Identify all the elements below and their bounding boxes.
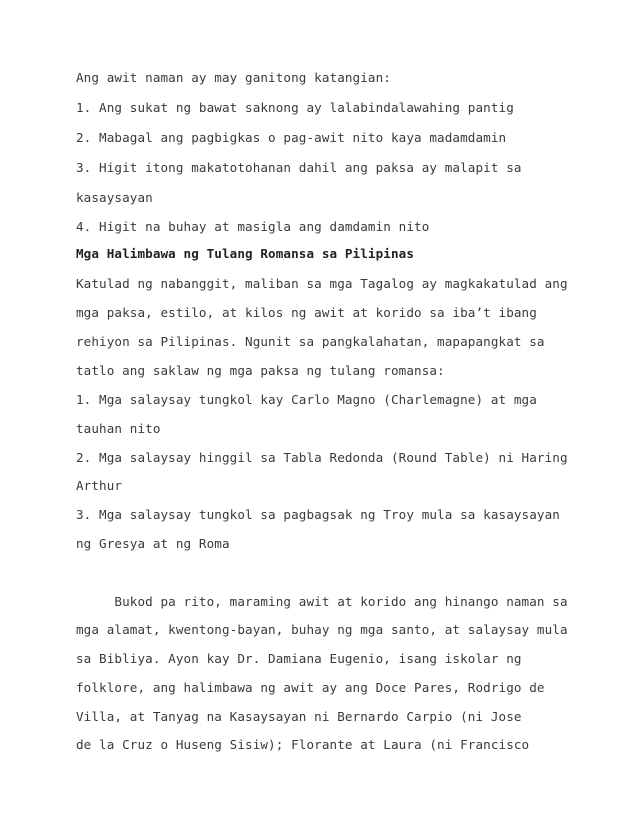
paragraph2-line-6: de la Cruz o Huseng Sisiw); Florante at Laura (ni Francisco <box>76 737 530 752</box>
paragraph1-line-2: mga paksa, estilo, at kilos ng awit at korido sa iba’t ibang <box>76 305 537 320</box>
paragraph2-line-2: mga alamat, kwentong-bayan, buhay ng mga santo, at salaysay mula <box>76 622 568 637</box>
topic-line-1-cont: tauhan nito <box>76 421 161 436</box>
section-heading: Mga Halimbawa ng Tulang Romansa sa Pilipinas <box>76 246 415 261</box>
paragraph2-line-3: sa Bibliya. Ayon kay Dr. Damiana Eugenio, isang iskolar ng <box>76 651 522 666</box>
paragraph1-line-4: tatlo ang saklaw ng mga paksa ng tulang romansa: <box>76 363 445 378</box>
characteristic-line-3: 3. Higit itong makatotohanan dahil ang paksa ay malapit sa <box>76 160 522 175</box>
characteristic-line-1: 1. Ang sukat ng bawat saknong ay lalabindalawahing pantig <box>76 100 514 115</box>
characteristic-line-4: 4. Higit na buhay at masigla ang damdamin nito <box>76 219 430 234</box>
paragraph1-line-3: rehiyon sa Pilipinas. Ngunit sa pangkalahatan, mapapangkat sa <box>76 334 545 349</box>
topic-line-2: 2. Mga salaysay hinggil sa Tabla Redonda (Round Table) ni Haring <box>76 450 568 465</box>
paragraph2-line-5: Villa, at Tanyag na Kasaysayan ni Bernardo Carpio (ni Jose <box>76 709 522 724</box>
intro-line: Ang awit naman ay may ganitong katangian: <box>76 70 391 85</box>
paragraph1-line-1: Katulad ng nabanggit, maliban sa mga Tagalog ay magkakatulad ang <box>76 276 568 291</box>
paragraph2-line-1: Bukod pa rito, maraming awit at korido ang hinango naman sa <box>76 594 568 609</box>
characteristic-line-3-cont: kasaysayan <box>76 190 153 205</box>
characteristic-line-2: 2. Mabagal ang pagbigkas o pag-awit nito kaya madamdamin <box>76 130 507 145</box>
topic-line-1: 1. Mga salaysay tungkol kay Carlo Magno (Charlemagne) at mga <box>76 392 537 407</box>
topic-line-3: 3. Mga salaysay tungkol sa pagbagsak ng Troy mula sa kasaysayan <box>76 507 560 522</box>
topic-line-3-cont: ng Gresya at ng Roma <box>76 536 230 551</box>
paragraph2-line-4: folklore, ang halimbawa ng awit ay ang Doce Pares, Rodrigo de <box>76 680 545 695</box>
topic-line-2-cont: Arthur <box>76 478 123 493</box>
